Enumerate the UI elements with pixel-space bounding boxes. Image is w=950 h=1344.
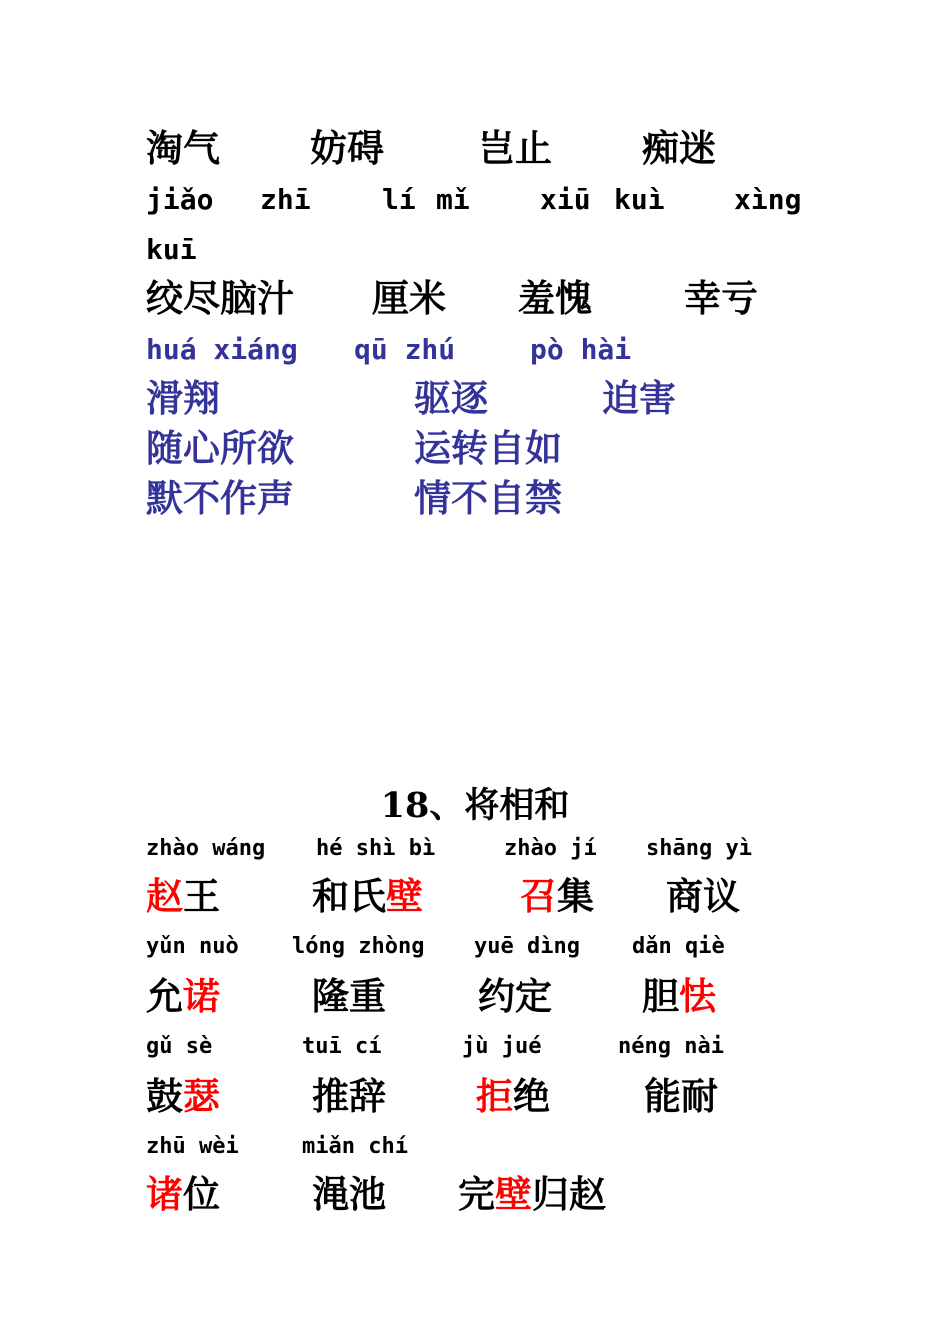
char: 允 (146, 974, 183, 1018)
pinyin: néng nài (618, 1034, 724, 1059)
pinyin: pò hài (530, 333, 632, 366)
lesson-title-text: 18、将相和 (380, 785, 570, 826)
pinyin: zhū wèi (146, 1134, 239, 1159)
pinyin: xiū (540, 183, 591, 216)
pinyin: kuī (146, 233, 197, 266)
char: 绝 (513, 1074, 550, 1118)
pinyin: hé shì bì (316, 836, 436, 861)
word (476, 1074, 550, 1118)
pinyin: lóng zhòng (292, 934, 425, 959)
word: 运转自如 (414, 426, 562, 470)
word: 幸亏 (684, 276, 758, 320)
highlight-char: 诺 (183, 974, 220, 1018)
pinyin: shāng yì (646, 836, 752, 861)
word: 随心所欲 (146, 426, 294, 470)
pinyin: tuī cí (302, 1034, 382, 1059)
word (146, 1172, 220, 1216)
word: 推辞 (312, 1074, 386, 1118)
char: 胆 (642, 974, 679, 1018)
char: 完 (458, 1172, 495, 1216)
highlight-char: 瑟 (183, 1074, 220, 1118)
word: 能耐 (644, 1074, 718, 1118)
word: 厘米 (372, 276, 446, 320)
char: 鼓 (146, 1074, 183, 1118)
pinyin: lí (382, 183, 416, 216)
pinyin: kuì (614, 183, 665, 216)
word (520, 874, 594, 918)
pinyin: yuē dìng (474, 934, 580, 959)
pinyin: yǔn nuò (146, 934, 239, 959)
word: 妨碍 (310, 126, 384, 170)
word (146, 874, 220, 918)
highlight-char: 召 (520, 874, 557, 918)
highlight-char: 怯 (679, 974, 716, 1018)
highlight-char: 赵 (146, 874, 183, 918)
pinyin: jù jué (462, 1034, 542, 1059)
pinyin: gǔ sè (146, 1034, 213, 1059)
word: 岂止 (478, 126, 552, 170)
word: 痴迷 (642, 126, 716, 170)
word (146, 974, 220, 1018)
char: 和氏 (312, 874, 386, 918)
word: 隆重 (312, 974, 386, 1018)
highlight-char: 壁 (386, 874, 423, 918)
pinyin: zhī (260, 183, 311, 216)
highlight-char: 拒 (476, 1074, 513, 1118)
word: 情不自禁 (414, 476, 562, 520)
word: 绞尽脑汁 (146, 276, 294, 320)
char: 集 (557, 874, 594, 918)
char: 归赵 (532, 1172, 606, 1216)
word (458, 1172, 606, 1216)
word: 滑翔 (146, 376, 220, 420)
word: 驱逐 (414, 376, 488, 420)
word (642, 974, 716, 1018)
word (146, 1074, 220, 1118)
word: 默不作声 (146, 476, 294, 520)
pinyin: dǎn qiè (632, 934, 725, 959)
pinyin: zhào jí (504, 836, 597, 861)
pinyin: xìng (734, 183, 802, 216)
word: 渑池 (312, 1172, 386, 1216)
word (312, 874, 423, 918)
highlight-char: 诸 (146, 1172, 183, 1216)
word: 羞愧 (518, 276, 592, 320)
char: 位 (183, 1172, 220, 1216)
lesson-title (0, 778, 950, 828)
word: 约定 (478, 974, 552, 1018)
word: 迫害 (602, 376, 676, 420)
word: 淘气 (146, 126, 220, 170)
pinyin: miǎn chí (302, 1134, 408, 1159)
char: 王 (183, 874, 220, 918)
pinyin: jiǎo (146, 183, 214, 216)
word: 商议 (666, 874, 740, 918)
pinyin: huá xiáng (146, 333, 298, 366)
pinyin: qū zhú (354, 333, 456, 366)
pinyin: mǐ (436, 183, 470, 216)
pinyin: zhào wáng (146, 836, 266, 861)
highlight-char: 壁 (495, 1172, 532, 1216)
